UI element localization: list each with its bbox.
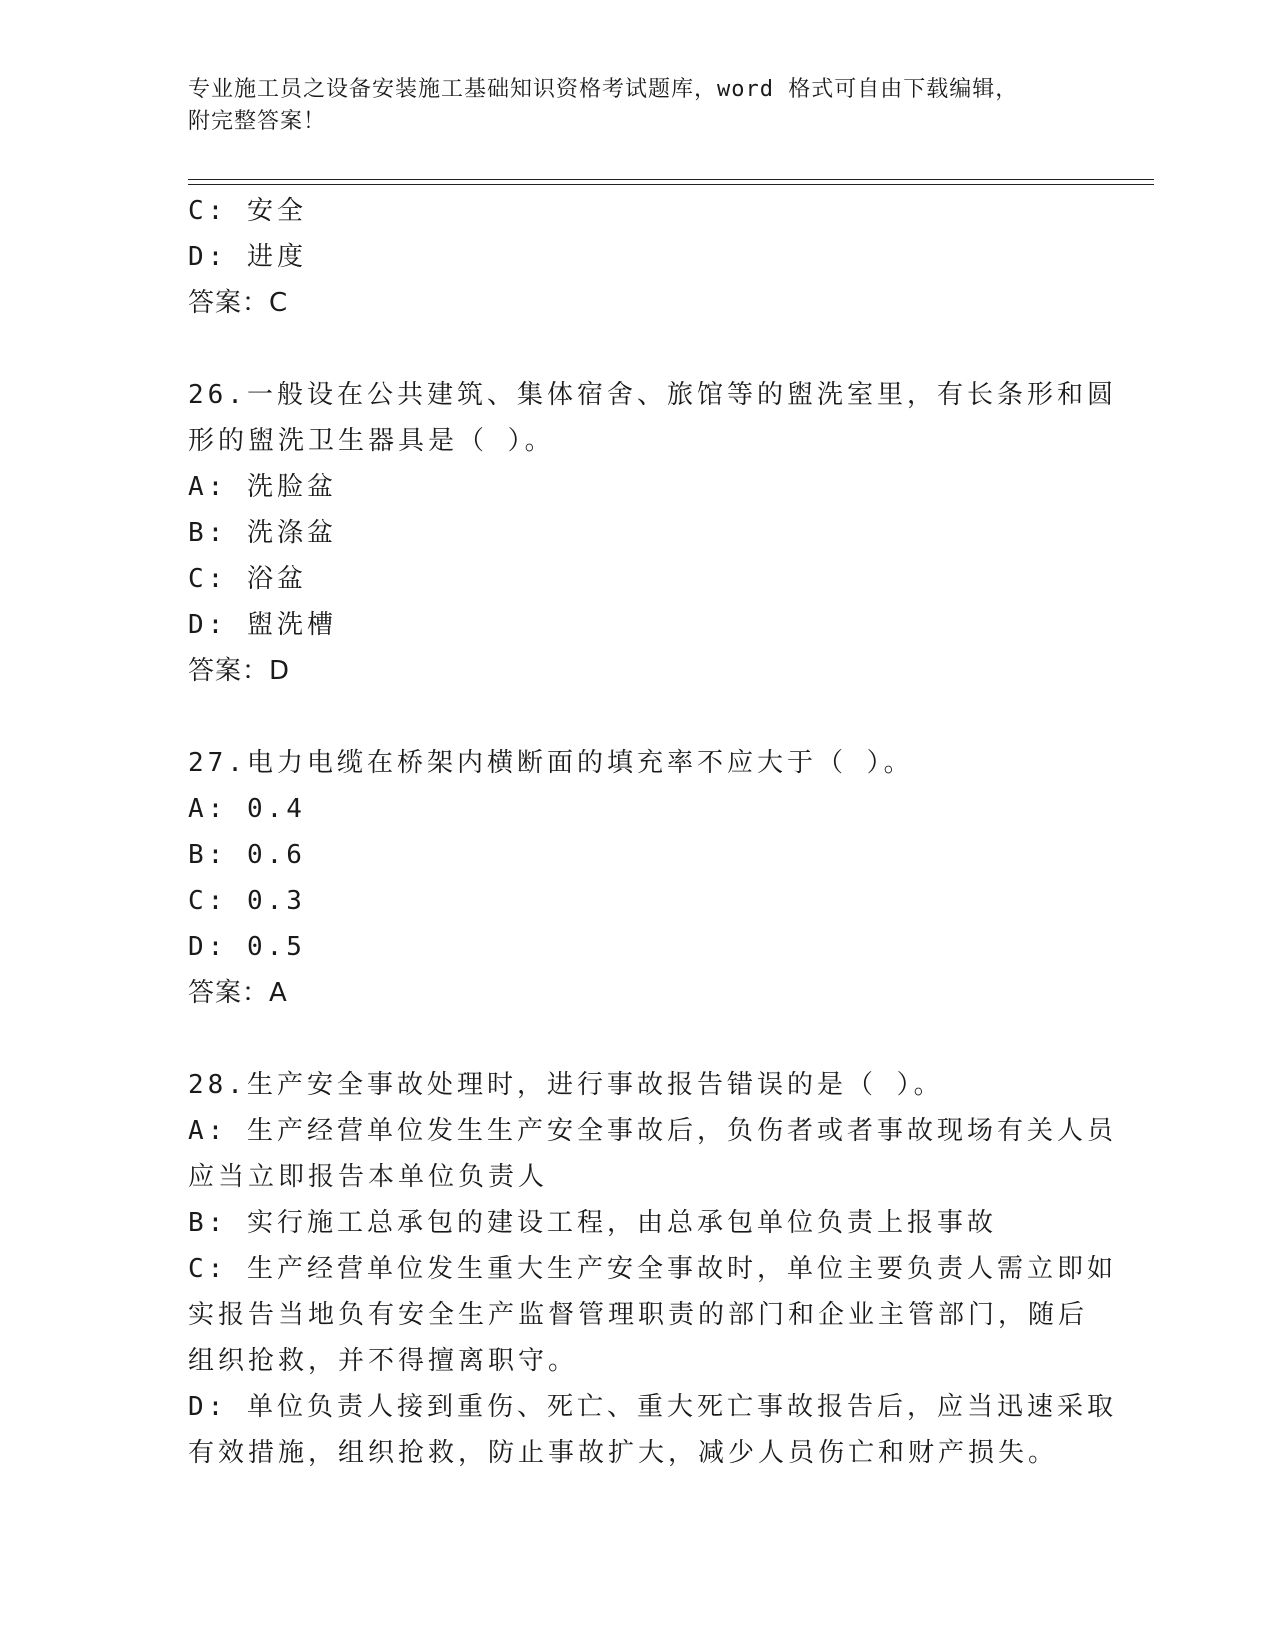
option-c: C: 安全 <box>188 196 307 226</box>
answer: 答案：D <box>188 656 291 686</box>
option-a: A: 洗脸盆 <box>188 472 337 502</box>
option-d: D: 盥洗槽 <box>188 610 337 640</box>
question-stem: 28.生产安全事故处理时，进行事故报告错误的是（ ）。 <box>188 1070 944 1100</box>
option-a: A: 0.4 <box>188 794 306 824</box>
option-a: A: 生产经营单位发生生产安全事故后，负伤者或者事故现场有关人员 <box>188 1116 1117 1146</box>
spacer <box>188 1016 1088 1062</box>
question-28 <box>188 1062 1117 1476</box>
option-d: D: 单位负责人接到重伤、死亡、重大死亡事故报告后，应当迅速采取 <box>188 1392 1117 1422</box>
question-stem: 26.一般设在公共建筑、集体宿舍、旅馆等的盥洗室里，有长条形和圆 <box>188 380 1117 410</box>
option-b: B: 0.6 <box>188 840 306 870</box>
option-c: C: 浴盆 <box>188 564 307 594</box>
document-header <box>188 74 1088 138</box>
spacer <box>188 326 1088 372</box>
question-26 <box>188 372 1117 694</box>
header-divider-top <box>188 179 1154 180</box>
option-d: D: 0.5 <box>188 932 306 962</box>
option-c-cont: 组织抢救，并不得擅离职守。 <box>188 1346 579 1376</box>
option-c: C: 0.3 <box>188 886 306 916</box>
question-27 <box>188 740 1088 1016</box>
header-divider-bottom <box>188 184 1154 185</box>
header-line-2: 附完整答案！ <box>188 109 327 134</box>
option-d-cont: 有效措施，组织抢救，防止事故扩大，减少人员伤亡和财产损失。 <box>188 1438 1059 1468</box>
question-list <box>188 188 1117 1476</box>
option-c-cont: 实报告当地负有安全生产监督管理职责的部门和企业主管部门，随后 <box>188 1300 1089 1330</box>
question-25-tail <box>188 188 1088 326</box>
question-stem: 27.电力电缆在桥架内横断面的填充率不应大于（ ）。 <box>188 748 914 778</box>
spacer <box>188 694 1088 740</box>
option-c: C: 生产经营单位发生重大生产安全事故时，单位主要负责人需立即如 <box>188 1254 1117 1284</box>
option-b: B: 洗涤盆 <box>188 518 337 548</box>
option-d: D: 进度 <box>188 242 307 272</box>
header-line-1: 专业施工员之设备安装施工基础知识资格考试题库，word 格式可自由下载编辑， <box>188 77 1019 102</box>
option-a-cont: 应当立即报告本单位负责人 <box>188 1162 549 1192</box>
option-b: B: 实行施工总承包的建设工程，由总承包单位负责上报事故 <box>188 1208 997 1238</box>
answer: 答案：A <box>188 978 288 1008</box>
question-stem-cont: 形的盥洗卫生器具是（ ）。 <box>188 426 555 456</box>
answer: 答案：C <box>188 288 289 318</box>
